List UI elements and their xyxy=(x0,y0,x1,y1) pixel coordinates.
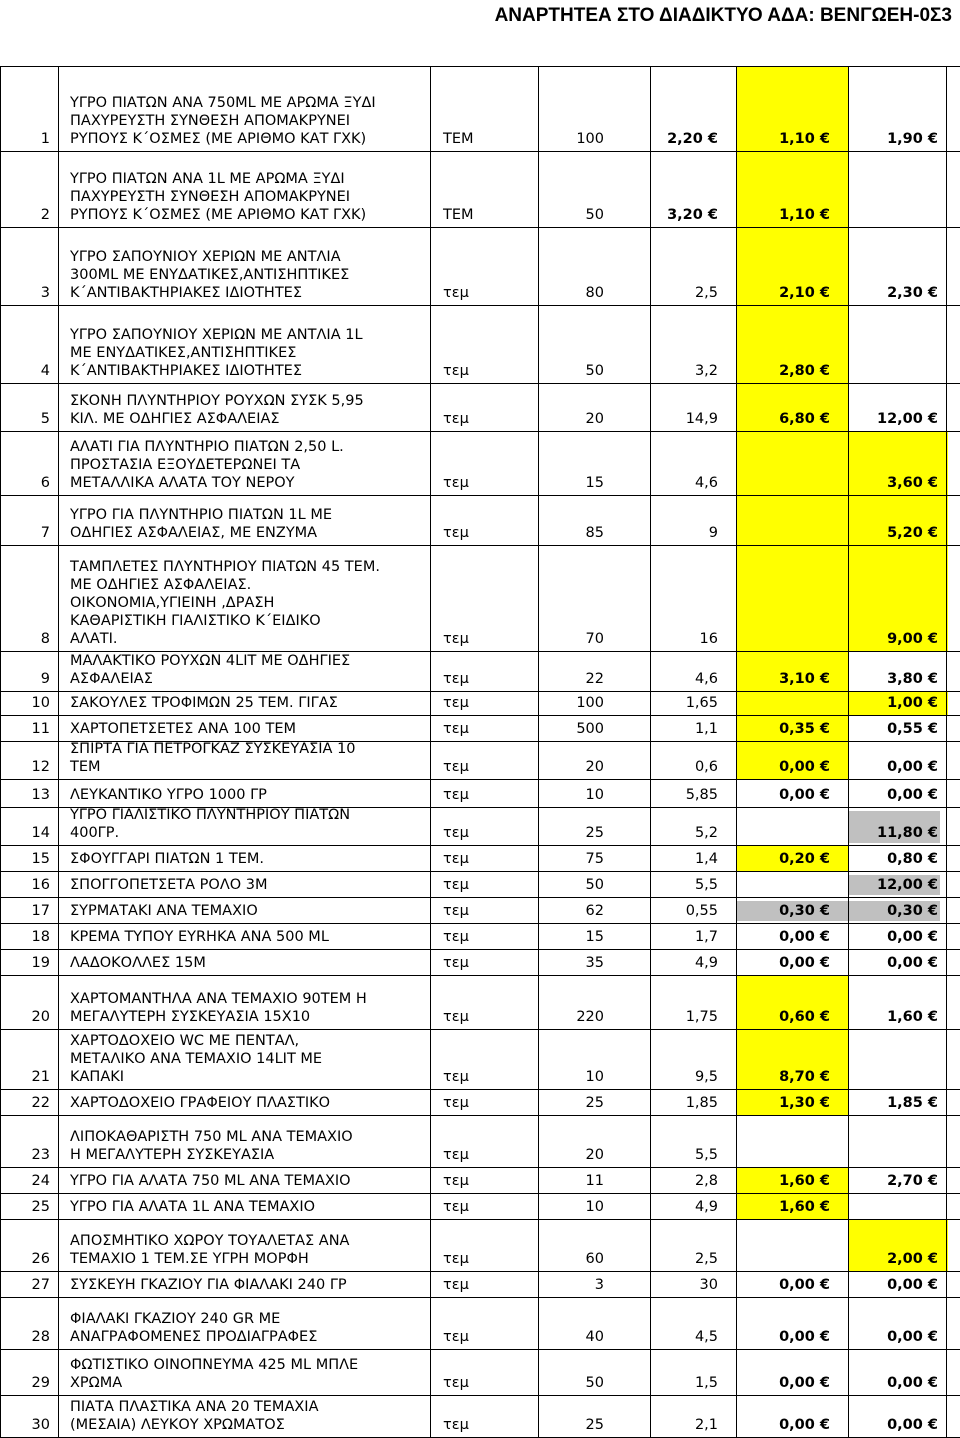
item-description: ΣΥΣΚΕΥΗ ΓΚΑΖΙΟΥ ΓΙΑ ΦΙΑΛΑΚΙ 240 ΓΡ xyxy=(70,1277,347,1293)
row-number: 20 xyxy=(31,1009,50,1025)
unit: τεμ xyxy=(443,1069,469,1085)
column-divider xyxy=(736,66,737,1438)
row-number: 24 xyxy=(31,1173,50,1189)
unit-price: 3,2 xyxy=(694,363,718,379)
quantity: 50 xyxy=(585,877,604,893)
row-number: 1 xyxy=(40,131,50,147)
offer-price-2: 0,00 € xyxy=(887,1329,938,1345)
unit: τεμ xyxy=(443,1199,469,1215)
unit-price: 5,5 xyxy=(694,1147,718,1163)
row-number: 3 xyxy=(40,285,50,301)
row-number: 21 xyxy=(31,1069,50,1085)
offer-price-2: 3,80 € xyxy=(887,671,938,687)
offer-price-1: 1,10 € xyxy=(779,131,830,147)
quantity: 40 xyxy=(585,1329,604,1345)
unit: τεμ xyxy=(443,1095,469,1111)
unit: τεμ xyxy=(443,903,469,919)
row-number: 18 xyxy=(31,929,50,945)
row-number: 7 xyxy=(40,525,50,541)
table-row xyxy=(0,872,960,898)
quantity: 60 xyxy=(585,1251,604,1267)
unit: τεμ xyxy=(443,363,469,379)
table-row xyxy=(0,652,960,692)
unit-price: 1,1 xyxy=(694,721,718,737)
price2-highlight xyxy=(736,692,848,716)
unit-price: 9,5 xyxy=(694,1069,718,1085)
table-row xyxy=(0,1396,960,1438)
quantity: 3 xyxy=(594,1277,604,1293)
offer-price-1: 0,30 € xyxy=(779,903,830,919)
row-number: 15 xyxy=(31,851,50,867)
item-description: ΛΕΥΚΑΝΤΙΚΟ ΥΓΡΟ 1000 ΓΡ xyxy=(70,787,267,803)
row-number: 4 xyxy=(40,363,50,379)
unit: τεμ xyxy=(443,475,469,491)
unit-price: 4,9 xyxy=(694,1199,718,1215)
item-description: ΧΑΡΤΟΔΟΧΕΙΟ WC ΜΕ ΠΕΝΤΑΛ, ΜΕΤΑΛΙΚΟ ΑΝΑ ΤΕΜΑΧΙΟ 14LIT ΜΕ ΚΑΠΑΚΙ xyxy=(70,1033,323,1085)
item-description: ΦΙΑΛΑΚΙ ΓΚΑΖΙΟΥ 240 GR ΜΕ ΑΝΑΓΡΑΦΟΜΕΝΕΣ ΠΡΟΔΙΑΓΡΑΦΕΣ xyxy=(70,1311,318,1345)
unit: τεμ xyxy=(443,411,469,427)
unit-price: 1,4 xyxy=(694,851,718,867)
item-description: ΣΠΟΓΓΟΠΕΤΣΕΤΑ ΡΟΛΟ 3Μ xyxy=(70,877,268,893)
offer-price-2: 0,00 € xyxy=(887,787,938,803)
item-description: ΦΩΤΙΣΤΙΚΟ ΟΙΝΟΠΝΕΥΜΑ 425 ML ΜΠΛΕ ΧΡΩΜΑ xyxy=(70,1357,359,1391)
unit: τεμ xyxy=(443,1417,469,1433)
offer-price-1: 0,60 € xyxy=(779,1009,830,1025)
quantity: 25 xyxy=(585,1095,604,1111)
offer-price-1: 0,00 € xyxy=(779,955,830,971)
offer-price-2: 11,80 € xyxy=(876,825,938,841)
unit-price: 1,75 xyxy=(685,1009,718,1025)
row-number: 13 xyxy=(31,787,50,803)
item-description: ΥΓΡΟ ΠΙΑΤΩΝ ΑΝΑ 1L ΜΕ ΑΡΩΜΑ ΞΥΔΙ ΠΑΧΥΡΕΥΣΤΗ ΣΥΝΘΕΣΗ ΑΠΟΜΑΚΡΥΝΕΙ ΡΥΠΟΥΣ Κ΄ΟΣΜΕΣ (ΜΕ ΑΡΙΘΜΟ ΚΑΤ ΓΧΚ) xyxy=(70,171,367,223)
page-header: ΑΝΑΡΤΗΤΕΑ ΣΤΟ ΔΙΑΔΙΚΤΥΟ ΑΔΑ: ΒΕΝΓΩΕΗ-0Σ3 xyxy=(494,5,952,26)
price2-highlight xyxy=(736,432,848,496)
item-description: ΠΙΑΤΑ ΠΛΑΣΤΙΚΑ ΑΝΑ 20 ΤΕΜΑΧΙΑ (ΜΕΣΑΙΑ) ΛΕΥΚΟΥ ΧΡΩΜΑΤΟΣ xyxy=(70,1399,319,1433)
item-description: ΥΓΡΟ ΓΙΑ ΠΛΥΝΤΗΡΙΟ ΠΙΑΤΩΝ 1L ΜΕ ΟΔΗΓΙΕΣ ΑΣΦΑΛΕΙΑΣ, ΜΕ ΕΝΖΥΜΑ xyxy=(70,507,332,541)
row-number: 12 xyxy=(31,759,50,775)
offer-price-2: 1,85 € xyxy=(887,1095,938,1111)
quantity: 10 xyxy=(585,787,604,803)
quantity: 15 xyxy=(585,475,604,491)
quantity: 500 xyxy=(576,721,604,737)
table-row xyxy=(0,780,960,808)
table-row xyxy=(0,976,960,1030)
unit-price: 4,6 xyxy=(694,475,718,491)
quantity: 10 xyxy=(585,1199,604,1215)
offer-price-1: 1,30 € xyxy=(779,1095,830,1111)
offer-price-2: 0,30 € xyxy=(887,903,938,919)
table-row xyxy=(0,306,960,384)
offer-price-2: 9,00 € xyxy=(887,631,938,647)
offer-price-2: 2,70 € xyxy=(887,1173,938,1189)
table-row xyxy=(0,808,960,846)
row-number: 17 xyxy=(31,903,50,919)
unit: τεμ xyxy=(443,695,469,711)
row-number: 30 xyxy=(31,1417,50,1433)
row-number: 10 xyxy=(31,695,50,711)
offer-price-1: 8,70 € xyxy=(779,1069,830,1085)
quantity: 20 xyxy=(585,411,604,427)
row-number: 28 xyxy=(31,1329,50,1345)
unit: τεμ xyxy=(443,1375,469,1391)
table-row xyxy=(0,1272,960,1298)
item-description: ΧΑΡΤΟΜΑΝΤΗΛΑ ΑΝΑ ΤΕΜΑΧΙΟ 90ΤΕΜ Η ΜΕΓΑΛΥΤΕΡΗ ΣΥΣΚΕΥΑΣΙΑ 15Χ10 xyxy=(70,991,367,1025)
item-description: ΑΠΟΣΜΗΤΙΚΟ ΧΩΡΟΥ ΤΟΥΑΛΕΤΑΣ ΑΝΑ ΤΕΜΑΧΙΟ 1 ΤΕΜ.ΣΕ ΥΓΡΗ ΜΟΡΦΗ xyxy=(70,1233,350,1267)
item-description: ΜΑΛΑΚΤΙΚΟ ΡΟΥΧΩΝ 4LIT ΜΕ ΟΔΗΓΙΕΣ ΑΣΦΑΛΕΙΑΣ xyxy=(70,653,351,687)
row-number: 16 xyxy=(31,877,50,893)
quantity: 75 xyxy=(585,851,604,867)
row-number: 27 xyxy=(31,1277,50,1293)
quantity: 25 xyxy=(585,1417,604,1433)
table-row xyxy=(0,1298,960,1350)
row-number: 11 xyxy=(31,721,50,737)
unit: τεμ xyxy=(443,1009,469,1025)
offer-price-2: 5,20 € xyxy=(887,525,938,541)
unit: τεμ xyxy=(443,877,469,893)
unit: τεμ xyxy=(443,721,469,737)
offer-price-1: 0,00 € xyxy=(779,1417,830,1433)
unit: τεμ xyxy=(443,851,469,867)
item-description: ΚΡΕΜΑ ΤΥΠΟΥ ΕΥRHKA ΑΝΑ 500 ML xyxy=(70,929,329,945)
unit-price: 9 xyxy=(708,525,718,541)
item-description: ΣΥΡΜΑΤΑΚΙ ΑΝΑ ΤΕΜΑΧΙΟ xyxy=(70,903,258,919)
row-number: 6 xyxy=(40,475,50,491)
unit-price: 4,5 xyxy=(694,1329,718,1345)
item-description: ΑΛΑΤΙ ΓΙΑ ΠΛΥΝΤΗΡΙΟ ΠΙΑΤΩΝ 2,50 L. ΠΡΟΣΤΑΣΙΑ ΕΞΟΥΔΕΤΕΡΩΝΕΙ ΤΑ ΜΕΤΑΛΛΙΚΑ ΑΛΑΤΑ ΤΟΥ ΝΕΡΟΥ xyxy=(70,439,344,491)
unit-price: 1,85 xyxy=(685,1095,718,1111)
quantity: 22 xyxy=(585,671,604,687)
unit: τεμ xyxy=(443,825,469,841)
unit: τεμ xyxy=(443,525,469,541)
offer-price-1: 6,80 € xyxy=(779,411,830,427)
table-row xyxy=(0,152,960,228)
item-description: ΣΑΚΟΥΛΕΣ ΤΡΟΦΙΜΩΝ 25 ΤΕΜ. ΓΙΓΑΣ xyxy=(70,695,338,711)
offer-price-1: 0,20 € xyxy=(779,851,830,867)
offer-price-1: 0,00 € xyxy=(779,1329,830,1345)
column-divider xyxy=(0,66,1,1438)
item-description: ΧΑΡΤΟΔΟΧΕΙΟ ΓΡΑΦΕΙΟΥ ΠΛΑΣΤΙΚΟ xyxy=(70,1095,331,1111)
offer-price-2: 1,60 € xyxy=(887,1009,938,1025)
column-divider xyxy=(848,66,849,1438)
unit-price: 1,65 xyxy=(685,695,718,711)
table-row xyxy=(0,692,960,716)
column-divider xyxy=(430,66,431,1438)
table-row xyxy=(0,496,960,546)
unit: ΤΕΜ xyxy=(443,207,474,223)
unit: τεμ xyxy=(443,1277,469,1293)
row-number: 5 xyxy=(40,411,50,427)
column-divider xyxy=(946,66,947,1438)
item-description: ΤΑΜΠΛΕΤΕΣ ΠΛΥΝΤΗΡΙΟΥ ΠΙΑΤΩΝ 45 ΤΕΜ. ΜΕ ΟΔΗΓΙΕΣ ΑΣΦΑΛΕΙΑΣ. ΟΙΚΟΝΟΜΙΑ,ΥΓΙΕΙΝΗ ,ΔΡΑΣΗ ΚΑΘΑΡΙΣΤΙΚΗ ΓΙΑΛΙΣΤΙΚΟ Κ΄ΕΙΔΙΚΟ ΑΛΑΤΙ. xyxy=(70,559,380,647)
offer-price-1: 3,10 € xyxy=(779,671,830,687)
offer-price-2: 0,00 € xyxy=(887,1277,938,1293)
unit-price: 2,20 € xyxy=(667,131,718,147)
unit-price: 4,6 xyxy=(694,671,718,687)
table-row xyxy=(0,1090,960,1116)
row-number: 26 xyxy=(31,1251,50,1267)
offer-price-2: 0,00 € xyxy=(887,955,938,971)
table-row xyxy=(0,228,960,306)
unit-price: 0,55 xyxy=(685,903,718,919)
offer-price-2: 2,00 € xyxy=(887,1251,938,1267)
table-row xyxy=(0,898,960,924)
quantity: 220 xyxy=(576,1009,604,1025)
table-row xyxy=(0,66,960,152)
item-description: ΥΓΡΟ ΓΙΑ ΑΛΑΤΑ 750 ML ΑΝΑ ΤΕΜΑΧΙΟ xyxy=(70,1173,351,1189)
unit: τεμ xyxy=(443,929,469,945)
unit-price: 2,5 xyxy=(694,285,718,301)
unit: τεμ xyxy=(443,631,469,647)
quantity: 15 xyxy=(585,929,604,945)
offer-price-2: 0,55 € xyxy=(887,721,938,737)
table-row xyxy=(0,432,960,496)
row-number: 19 xyxy=(31,955,50,971)
table-row xyxy=(0,716,960,742)
unit: τεμ xyxy=(443,759,469,775)
offer-price-1: 0,00 € xyxy=(779,1277,830,1293)
offer-price-1: 0,00 € xyxy=(779,759,830,775)
item-description: ΣΠΙΡΤΑ ΓΙΑ ΠΕΤΡΟΓΚΑΖ ΣΥΣΚΕΥΑΣΙΑ 10 ΤΕΜ xyxy=(70,741,356,775)
unit-price: 5,2 xyxy=(694,825,718,841)
unit: τεμ xyxy=(443,1147,469,1163)
unit: τεμ xyxy=(443,285,469,301)
column-divider xyxy=(58,66,59,1438)
offer-price-2: 2,30 € xyxy=(887,285,938,301)
unit: τεμ xyxy=(443,787,469,803)
item-description: ΛΙΠΟΚΑΘΑΡΙΣΤΗ 750 ML ΑΝΑ ΤΕΜΑΧΙΟ Η ΜΕΓΑΛΥΤΕΡΗ ΣΥΣΚΕΥΑΣΙΑ xyxy=(70,1129,353,1163)
offer-price-2: 1,00 € xyxy=(887,695,938,711)
table-row xyxy=(0,1116,960,1168)
unit-price: 5,85 xyxy=(685,787,718,803)
offer-price-1: 0,00 € xyxy=(779,787,830,803)
table-top-border xyxy=(0,66,960,67)
price2-highlight xyxy=(736,546,848,652)
quantity: 50 xyxy=(585,207,604,223)
offer-price-2: 12,00 € xyxy=(876,877,938,893)
offer-price-1: 1,10 € xyxy=(779,207,830,223)
offer-price-1: 0,00 € xyxy=(779,929,830,945)
quantity: 80 xyxy=(585,285,604,301)
quantity: 70 xyxy=(585,631,604,647)
unit: τεμ xyxy=(443,1329,469,1345)
table-row xyxy=(0,924,960,950)
offer-price-2: 3,60 € xyxy=(887,475,938,491)
offer-price-1: 0,35 € xyxy=(779,721,830,737)
unit-price: 2,5 xyxy=(694,1251,718,1267)
column-divider xyxy=(650,66,651,1438)
quantity: 62 xyxy=(585,903,604,919)
unit-price: 16 xyxy=(699,631,718,647)
offer-price-1: 1,60 € xyxy=(779,1173,830,1189)
table-row xyxy=(0,384,960,432)
table-row xyxy=(0,1220,960,1272)
unit-price: 30 xyxy=(699,1277,718,1293)
row-number: 29 xyxy=(31,1375,50,1391)
offer-price-1: 2,80 € xyxy=(779,363,830,379)
table-row xyxy=(0,546,960,652)
offer-price-2: 1,90 € xyxy=(887,131,938,147)
quantity: 85 xyxy=(585,525,604,541)
quantity: 20 xyxy=(585,759,604,775)
price2-highlight xyxy=(736,496,848,546)
unit: τεμ xyxy=(443,1173,469,1189)
unit-price: 3,20 € xyxy=(667,207,718,223)
table-row xyxy=(0,846,960,872)
table-row xyxy=(0,1030,960,1090)
table-row xyxy=(0,742,960,780)
offer-price-2: 12,00 € xyxy=(876,411,938,427)
quantity: 20 xyxy=(585,1147,604,1163)
unit: τεμ xyxy=(443,671,469,687)
offer-price-2: 0,00 € xyxy=(887,929,938,945)
quantity: 100 xyxy=(576,695,604,711)
offer-price-1: 0,00 € xyxy=(779,1375,830,1391)
unit-price: 2,1 xyxy=(694,1417,718,1433)
unit: ΤΕΜ xyxy=(443,131,474,147)
item-description: ΥΓΡΟ ΓΙΑΛΙΣΤΙΚΟ ΠΛΥΝΤΗΡΙΟΥ ΠΙΑΤΩΝ 400ΓΡ. xyxy=(70,807,351,841)
item-description: ΛΑΔΟΚΟΛΛΕΣ 15Μ xyxy=(70,955,206,971)
item-description: ΣΚΟΝΗ ΠΛΥΝΤΗΡΙΟΥ ΡΟΥΧΩΝ ΣΥΣΚ 5,95 ΚΙΛ. ΜΕ ΟΔΗΓΙΕΣ ΑΣΦΑΛΕΙΑΣ xyxy=(70,393,364,427)
row-number: 2 xyxy=(40,207,50,223)
item-description: ΣΦΟΥΓΓΑΡΙ ΠΙΑΤΩΝ 1 ΤΕΜ. xyxy=(70,851,265,867)
table-row xyxy=(0,1350,960,1396)
unit-price: 0,6 xyxy=(694,759,718,775)
offer-price-2: 0,00 € xyxy=(887,1417,938,1433)
quantity: 50 xyxy=(585,363,604,379)
item-description: ΥΓΡΟ ΣΑΠΟΥΝΙΟΥ ΧΕΡΙΩΝ ΜΕ ΑΝΤΛΙΑ 300ML ΜΕ ΕΝΥΔΑΤΙΚΕΣ,ΑΝΤΙΣΗΠΤΙΚΕΣ Κ΄ΑΝΤΙΒΑΚΤΗΡΙΑΚΕΣ ΙΔΙΟΤΗΤΕΣ xyxy=(70,249,350,301)
row-number: 9 xyxy=(40,671,50,687)
offer-price-2: 0,80 € xyxy=(887,851,938,867)
quantity: 25 xyxy=(585,825,604,841)
unit-price: 2,8 xyxy=(694,1173,718,1189)
unit: τεμ xyxy=(443,955,469,971)
row-number: 25 xyxy=(31,1199,50,1215)
quantity: 50 xyxy=(585,1375,604,1391)
quantity: 11 xyxy=(585,1173,604,1189)
table-row xyxy=(0,950,960,976)
table-row xyxy=(0,1194,960,1220)
unit: τεμ xyxy=(443,1251,469,1267)
unit-price: 1,7 xyxy=(694,929,718,945)
quantity: 100 xyxy=(576,131,604,147)
offer-price-1: 2,10 € xyxy=(779,285,830,301)
item-description: ΧΑΡΤΟΠΕΤΣΕΤΕΣ ΑΝΑ 100 ΤΕΜ xyxy=(70,721,297,737)
offer-price-1: 1,60 € xyxy=(779,1199,830,1215)
unit-price: 1,5 xyxy=(694,1375,718,1391)
unit-price: 4,9 xyxy=(694,955,718,971)
row-number: 23 xyxy=(31,1147,50,1163)
column-divider xyxy=(538,66,539,1438)
unit-price: 14,9 xyxy=(685,411,718,427)
item-description: ΥΓΡΟ ΠΙΑΤΩΝ ΑΝΑ 750ML ΜΕ ΑΡΩΜΑ ΞΥΔΙ ΠΑΧΥΡΕΥΣΤΗ ΣΥΝΘΕΣΗ ΑΠΟΜΑΚΡΥΝΕΙ ΡΥΠΟΥΣ Κ΄ΟΣΜΕΣ (ΜΕ ΑΡΙΘΜΟ ΚΑΤ ΓΧΚ) xyxy=(70,95,376,147)
quantity: 35 xyxy=(585,955,604,971)
table-row xyxy=(0,1168,960,1194)
quantity: 10 xyxy=(585,1069,604,1085)
row-number: 22 xyxy=(31,1095,50,1111)
unit-price: 5,5 xyxy=(694,877,718,893)
row-number: 14 xyxy=(31,825,50,841)
offer-price-2: 0,00 € xyxy=(887,759,938,775)
item-description: ΥΓΡΟ ΣΑΠΟΥΝΙΟΥ ΧΕΡΙΩΝ ΜΕ ΑΝΤΛΙΑ 1L ΜΕ ΕΝΥΔΑΤΙΚΕΣ,ΑΝΤΙΣΗΠΤΙΚΕΣ Κ΄ΑΝΤΙΒΑΚΤΗΡΙΑΚΕΣ ΙΔΙΟΤΗΤΕΣ xyxy=(70,327,363,379)
item-description: ΥΓΡΟ ΓΙΑ ΑΛΑΤΑ 1L ΑΝΑ ΤΕΜΑΧΙΟ xyxy=(70,1199,316,1215)
offer-price-2: 0,00 € xyxy=(887,1375,938,1391)
row-number: 8 xyxy=(40,631,50,647)
